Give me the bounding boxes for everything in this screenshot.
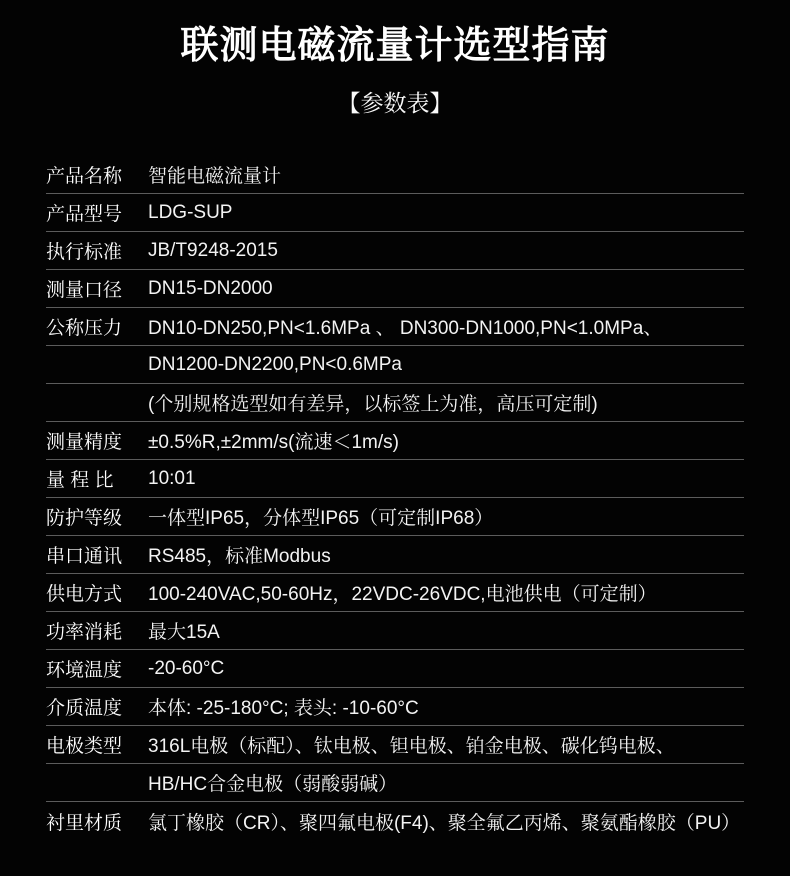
row-label: 量 程 比 [46,470,114,491]
row-value: 316L电极（标配）、钛电极、钽电极、铂金电极、碳化钨电极、 [148,736,675,757]
table-row [46,536,744,574]
table-row [46,232,744,270]
table-row [46,194,744,232]
row-value: LDG-SUP [148,201,233,223]
table-row [46,460,744,498]
row-label: 串口通讯 [46,546,123,567]
page-subtitle: 【参数表】 [337,90,453,116]
table-row [46,650,744,688]
table-row [46,422,744,460]
row-value: 10:01 [148,467,196,489]
page-header [0,24,790,116]
table-row [46,764,744,802]
row-label: 测量精度 [46,432,123,453]
row-value: 100-240VAC,50-60Hz，22VDC-26VDC,电池供电（可定制） [148,584,657,605]
row-value: DN15-DN2000 [148,277,273,299]
row-label: 测量口径 [46,280,123,301]
row-label: 产品名称 [46,166,123,187]
table-row [46,346,744,384]
row-label: 电极类型 [46,736,123,757]
row-label: 衬里材质 [46,812,123,834]
row-value: 本体: -25-180°C; 表头: -10-60°C [148,698,419,719]
table-row [46,156,744,194]
row-label: 功率消耗 [46,622,123,643]
row-label: 环境温度 [46,660,123,681]
row-label: 防护等级 [46,508,123,529]
row-value: JB/T9248-2015 [148,239,278,261]
row-value: (个别规格选型如有差异，以标签上为准，高压可定制) [148,394,598,415]
row-value: DN10-DN250,PN<1.6MPa 、 DN300-DN1000,PN<1.0MPa、 [148,318,663,339]
table-row [46,498,744,536]
page-title: 联测电磁流量计选型指南 [180,25,610,67]
row-value: 智能电磁流量计 [148,166,282,187]
row-label: 产品型号 [46,204,123,225]
row-value: RS485，标准Modbus [148,546,331,567]
row-label: 执行标准 [46,242,123,263]
row-label: 介质温度 [46,698,123,719]
row-label: 供电方式 [46,584,123,605]
row-value: 一体型IP65，分体型IP65（可定制IP68） [148,508,494,529]
table-row [46,612,744,650]
table-row [46,384,744,422]
table-row [46,270,744,308]
table-row [46,726,744,764]
row-value: -20-60°C [148,657,225,679]
row-value: ±0.5%R,±2mm/s(流速＜1m/s) [148,432,399,453]
table-row [46,688,744,726]
row-value: 氯丁橡胶（CR）、聚四氟电极(F4)、聚全氟乙丙烯、聚氨酯橡胶（PU） [148,812,741,834]
row-value: DN1200-DN2200,PN<0.6MPa [148,353,402,375]
row-value: HB/HC合金电极（弱酸弱碱） [148,774,398,795]
row-label: 公称压力 [46,318,123,339]
table-row [46,802,744,840]
row-value: 最大15A [148,622,220,643]
table-row [46,308,744,346]
spec-table [46,156,744,840]
table-row [46,574,744,612]
